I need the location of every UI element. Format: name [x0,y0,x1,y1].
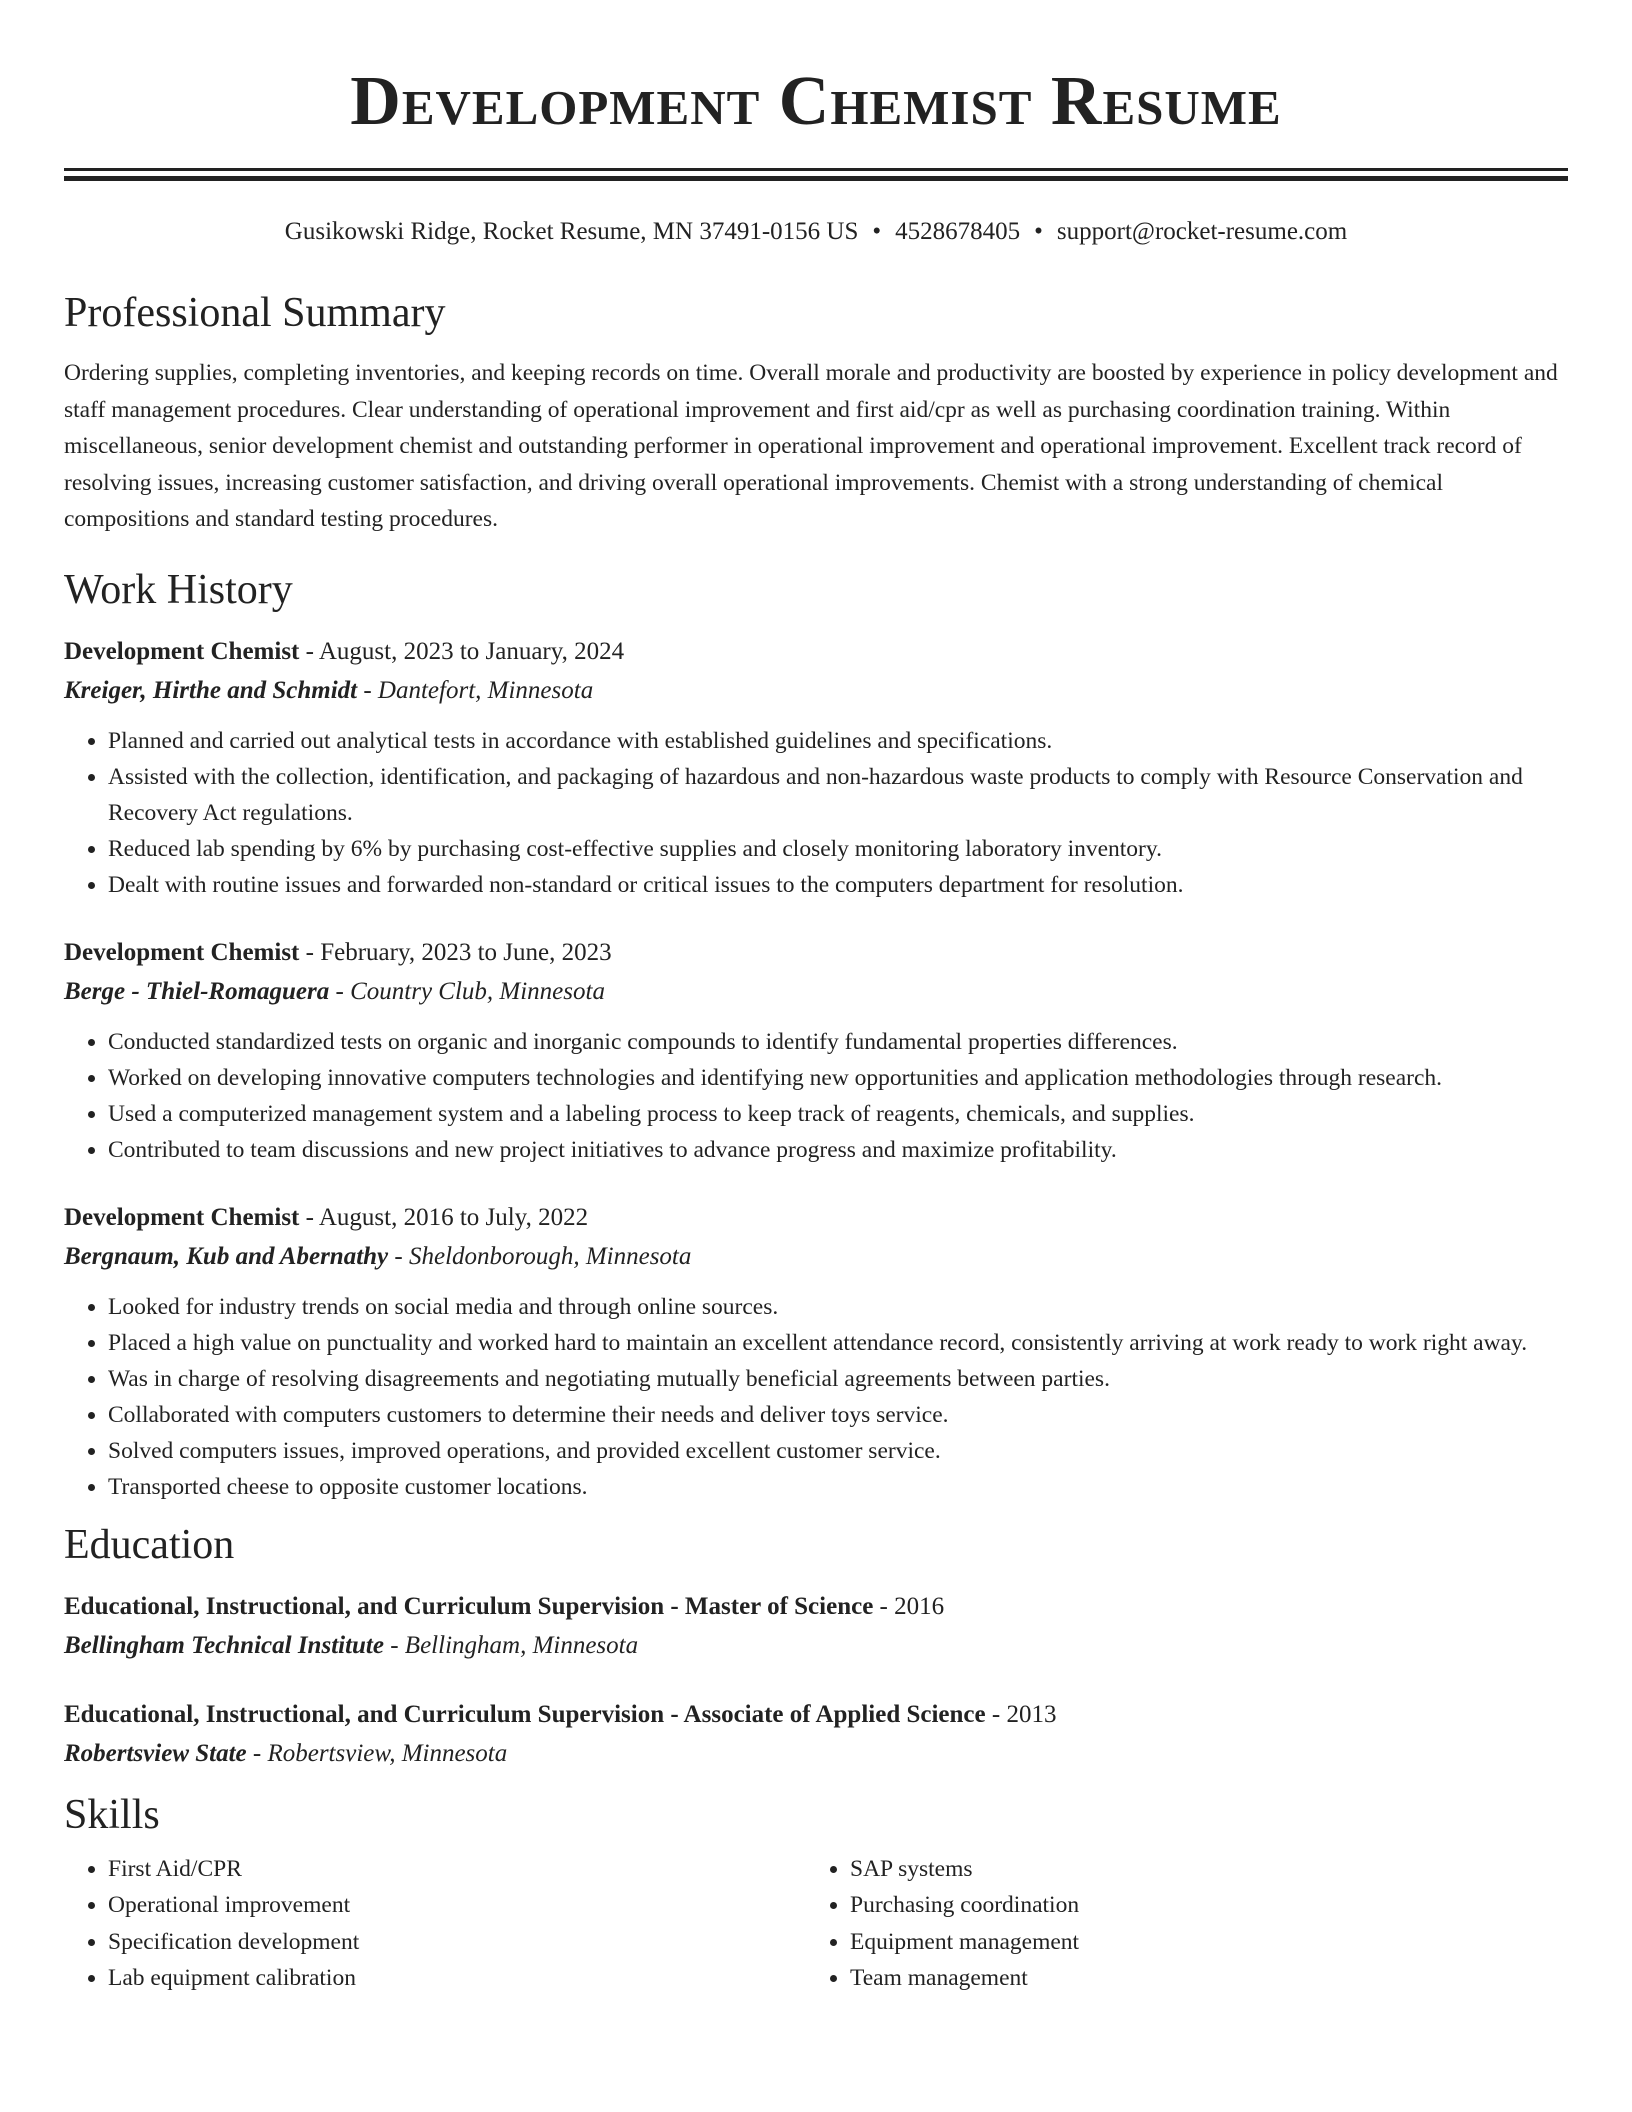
job-bullets [64,1289,1568,1505]
school-location: - Robertsview, Minnesota [246,1739,508,1767]
degree-name: Educational, Instructional, and Curriculum Supervision - Associate of Applied Science [64,1700,986,1728]
degree-name: Educational, Instructional, and Curriculum Supervision - Master of Science [64,1592,874,1620]
job-bullet: • Conducted standardized tests on organic and inorganic compounds to identify fundamental properties differences. [108,1024,1568,1060]
job-bullet: • Used a computerized management system and a labeling process to keep track of reagents, chemicals, and supplies. [108,1096,1568,1132]
job-bullet: • Collaborated with computers customers to determine their needs and deliver toys service. [108,1397,1568,1433]
job-title-line [64,632,1568,672]
job-entry [64,1198,1568,1505]
job-entry [64,933,1568,1168]
job-bullet: • Placed a high value on punctuality and worked hard to maintain an excellent attendance record, consistently arriving at work ready to work right away. [108,1325,1568,1361]
education-heading: Education [64,1521,235,1568]
title-divider-thick [64,168,1568,171]
job-bullets [64,723,1568,903]
job-bullets [64,1024,1568,1168]
employer-name: Berge - Thiel-Romaguera [64,977,330,1005]
employer-name: Bergnaum, Kub and Abernathy [64,1242,389,1270]
skill-item: • Specification development [108,1924,806,1961]
title-divider-thin [64,176,1568,181]
degree-line [64,1695,1568,1735]
job-dates: - February, 2023 to June, 2023 [299,938,612,966]
employer-line [64,672,1568,710]
school-name: Bellingham Technical Institute [64,1631,384,1659]
job-title: Development Chemist [64,637,300,665]
job-title-line [64,1198,1568,1238]
job-title: Development Chemist [64,1203,300,1231]
skills-grid [64,1851,1568,1997]
work-history-heading: Work History [64,566,293,613]
skills-column-right [806,1851,1079,1997]
education-entry [64,1695,1568,1773]
skill-item: • First Aid/CPR [108,1851,806,1888]
job-entry [64,632,1568,903]
summary-heading: Professional Summary [64,290,446,336]
skill-item: • SAP systems [850,1851,1079,1888]
school-name: Robertsview State [64,1739,247,1767]
contact-phone: 4528678405 [895,218,1021,245]
skill-item: • Team management [850,1960,1079,1997]
job-title: Development Chemist [64,938,300,966]
education-entry [64,1587,1568,1665]
skill-item: • Operational improvement [108,1887,806,1924]
job-bullet: • Looked for industry trends on social media and through online sources. [108,1289,1568,1325]
degree-year: - 2013 [985,1700,1057,1728]
job-bullet: • Dealt with routine issues and forwarded non-standard or critical issues to the computers department for resolution. [108,867,1568,903]
school-location: - Bellingham, Minnesota [383,1631,639,1659]
job-dates: - August, 2016 to July, 2022 [299,1203,589,1231]
employer-location: - Country Club, Minnesota [329,977,605,1005]
degree-line [64,1587,1568,1627]
contact-email[interactable]: support@rocket-resume.com [1056,218,1348,245]
employer-location: - Dantefort, Minnesota [357,676,594,704]
skills-column-left [64,1851,806,1997]
page-title: Development Chemist Resume [350,63,1282,140]
skill-item: • Equipment management [850,1924,1079,1961]
summary-text: Ordering supplies, completing inventories, and keeping records on time. Overall morale and productivity are boosted by experience in policy development and staff management procedures. Clear understanding of operational improvement and first aid/cpr as well as purchasing coordination training. Within miscellaneous, senior development chemist and outstanding performer in operational improvement and operational improvement. Excellent track record of resolving issues, increasing customer satisfaction, and driving overall operational improvements. Chemist with a strong understanding of chemical compositions and standard testing procedures. [64,360,1558,532]
employer-line [64,973,1568,1011]
skill-item: • Purchasing coordination [850,1887,1079,1924]
job-bullet: • Transported cheese to opposite customer locations. [108,1469,1568,1505]
contact-line [64,215,1568,249]
employer-location: - Sheldonborough, Minnesota [388,1242,692,1270]
job-bullet: • Contributed to team discussions and new project initiatives to advance progress and maximize profitability. [108,1132,1568,1168]
contact-separator: • [872,218,882,245]
job-bullet: • Solved computers issues, improved operations, and provided excellent customer service. [108,1433,1568,1469]
contact-separator: • [1034,218,1043,245]
employer-line [64,1238,1568,1276]
job-bullet: • Was in charge of resolving disagreements and negotiating mutually beneficial agreements between parties. [108,1361,1568,1397]
school-line [64,1627,1568,1665]
degree-year: - 2016 [873,1592,945,1620]
skills-heading: Skills [64,1791,160,1838]
job-bullet: • Planned and carried out analytical tests in accordance with established guidelines and specifications. [108,723,1568,759]
contact-address: Gusikowski Ridge, Rocket Resume, MN 37491-0156 US [284,218,859,245]
employer-name: Kreiger, Hirthe and Schmidt [64,676,358,704]
job-title-line [64,933,1568,973]
job-bullet: • Worked on developing innovative computers technologies and identifying new opportunities and application methodologies through research. [108,1060,1568,1096]
job-dates: - August, 2023 to January, 2024 [299,637,625,665]
job-bullet: • Assisted with the collection, identification, and packaging of hazardous and non-hazardous waste products to comply with Resource Conservation and Recovery Act regulations. [108,759,1568,831]
school-line [64,1735,1568,1773]
skill-item: • Lab equipment calibration [108,1960,806,1997]
job-bullet: • Reduced lab spending by 6% by purchasing cost-effective supplies and closely monitoring laboratory inventory. [108,831,1568,867]
